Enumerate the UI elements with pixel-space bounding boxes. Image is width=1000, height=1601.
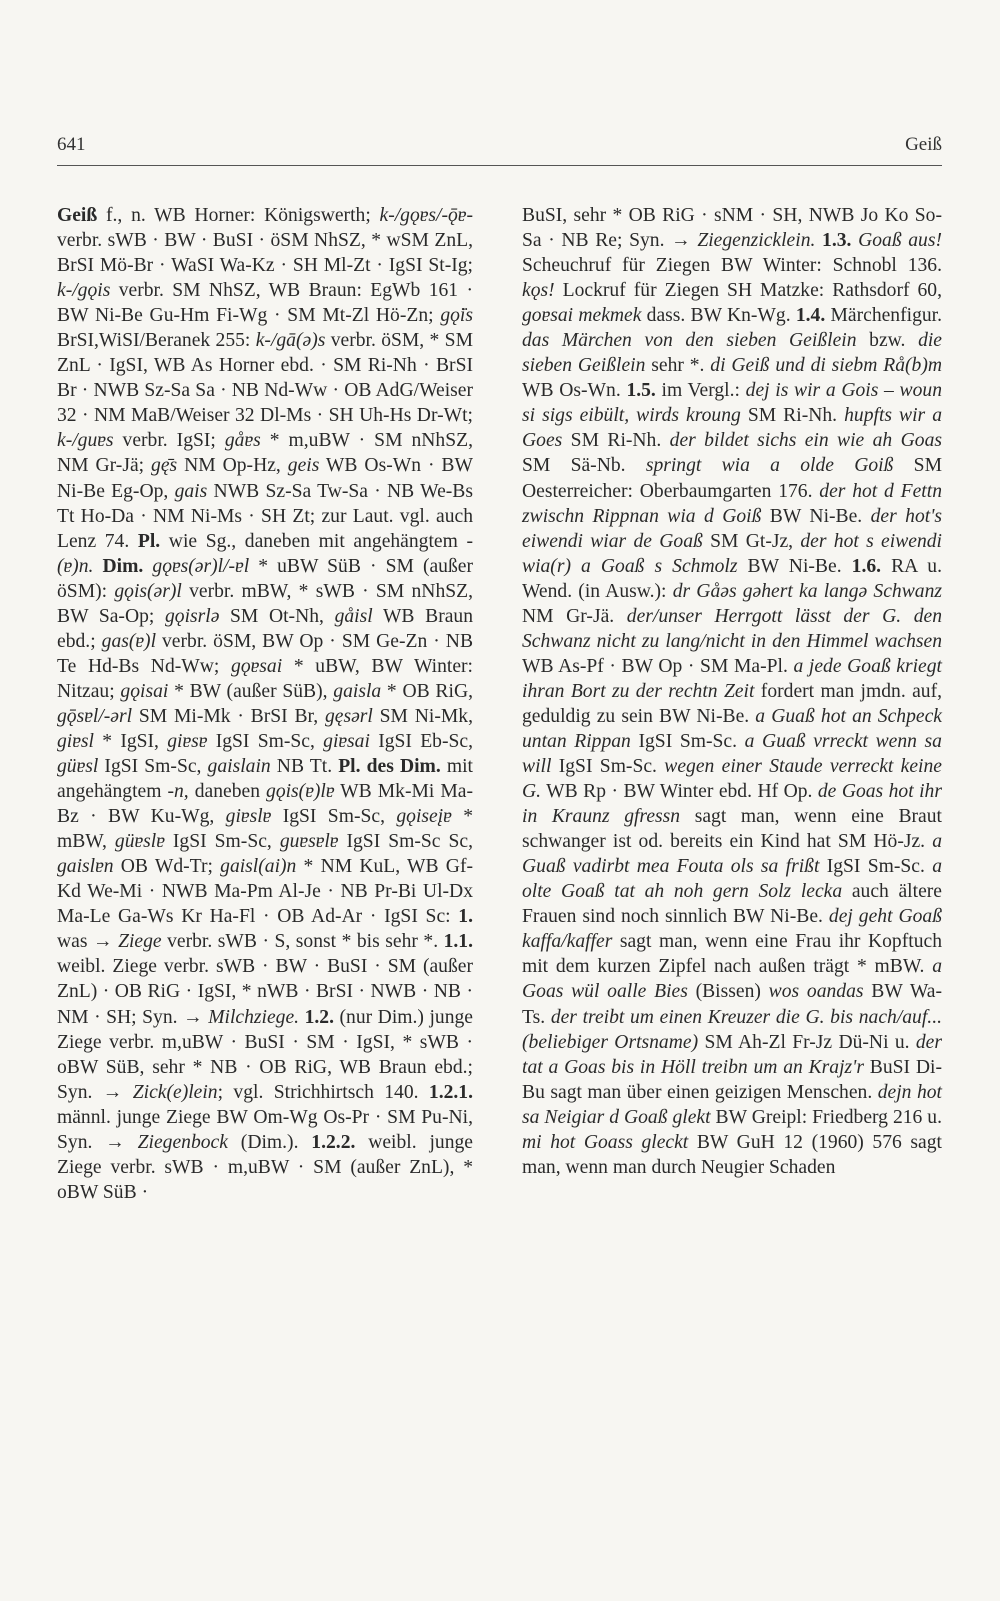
header-rule: [57, 165, 942, 166]
running-header: [57, 134, 942, 164]
page-number: 641: [57, 134, 86, 155]
left-column: [57, 203, 473, 1205]
running-head-keyword: Geiß: [905, 134, 942, 155]
entry-text-right: BuSI, sehr * OB RiG · sNM · SH, NWB Jo Ko So-Sa · NB Re; Syn. → Ziegenzicklein. 1.3. Goaß aus! Scheuchruf für Ziegen BW Winter: Schnobl 136. kǫs! Lockruf für Ziegen SH Matzke: Rathsdorf 60, goɐsai mekmek dass. BW Kn-Wg. 1.4. Märchenfigur. das Märchen von den sieben Geißlein bzw. die sieben Geißlein sehr *. di Geiß und di siebm Rå(b)m WB Os-Wn. 1.5. im Vergl.: dej is wir a Gois – woun si sigs eibült, wirds kroung SM Ri-Nh. hupfts wir a Goes SM Ri-Nh. der bildet sichs ein wie ah Goas SM Sä-Nb. springt wia a olde Goiß SM Oesterreicher: Oberbaumgarten 176. der hot d Fettn zwischn Rippnan wia d Goiß BW Ni-Be. der hot's eiwendi wiar de Goaß SM Gt-Jz, der hot s eiwendi wia(r) a Goaß s Schmolz BW Ni-Be. 1.6. RA u. Wend. (in Ausw.): dr Gåəs gəhert ka langə Schwanz NM Gr-Jä. der/unser Herrgott lässt der G. den Schwanz nicht zu lang/nicht in den Himmel wachsen WB As-Pf · BW Op · SM Ma-Pl. a jede Goaß kriegt ihran Bort zu der rechtn Zeit fordert man jmdn. auf, geduldig zu sein BW Ni-Be. a Guaß hot an Schpeck untan Rippan IgSI Sm-Sc. a Guaß vrreckt wenn sa will IgSI Sm-Sc. wegen einer Staude verreckt keine G. WB Rp · BW Winter ebd. Hf Op. de Goas hot ihr in Kraunz gfressn sagt man, wenn eine Braut schwanger ist od. bereits ein Kind hat SM Hö-Jz. a Guaß vadirbt mea Fouta ols sa frißt IgSI Sm-Sc. a olte Goaß tat ah noh gern Solz lecka auch ältere Frauen sind noch sinnlich BW Ni-Be. dej geht Goaß kaffa/kaffer sagt man, wenn eine Frau ihr Kopftuch mit dem kurzen Zipfel nach außen trägt * mBW. a Goas wül oalle Bies (Bissen) wos oandas BW Wa-Ts. der treibt um einen Kreuzer die G. bis nach/auf...(beliebiger Ortsname) SM Ah-Zl Fr-Jz Dü-Ni u. der tat a Goas bis in Höll treibn um an Krajz'r BuSI Di-Bu sagt man über einen geizigen Menschen. dejn hot sa Neigiar d Goaß glekt BW Greipl: Friedberg 216 u. mi hot Goass gleckt BW GuH 12 (1960) 576 sagt man, wenn man durch Neugier Schaden: [522, 205, 943, 1178]
right-column: [522, 203, 942, 1180]
entry-text-left: Geiß f., n. WB Horner: Königswerth; k-/gǫɐs/-ǭɐ- verbr. sWB · BW · BuSI · öSM NhSZ, * wSM ZnL, BrSI Mö-Br · WaSI Wa-Kz · SH Ml-Zt · IgSI St-Ig; k-/gǫis verbr. SM NhSZ, WB Braun: EgWb 161 · BW Ni-Be Gu-Hm Fi-Wg · SM Mt-Zl Hö-Zn; gǫ̈is BrSI,WiSI/Beranek 255: k-/gā(ə)s verbr. öSM, * SM ZnL · IgSI, WB As Horner ebd. · SM Ri-Nh · BrSI Br · NWB Sz-Sa Sa · NB Nd-Ww · OB AdG/Weiser 32 · NM MaB/Weiser 32 Dl-Ms · SH Uh-Hs Dr-Wt; k-/guɐs verbr. IgSI; gåɐs * m,uBW · SM nNhSZ, NM Gr-Jä; gę̄s NM Op-Hz, geis WB Os-Wn · BW Ni-Be Eg-Op, gais NWB Sz-Sa Tw-Sa · NB We-Bs Tt Ho-Da · NM Ni-Ms · SH Zt; zur Laut. vgl. auch Lenz 74. Pl. wie Sg., daneben mit angehängtem -(ɐ)n. Dim. gǫɐs(ər)l/-ɐl * uBW SüB · SM (außer öSM): gǫis(ər)l verbr. mBW, * sWB · SM nNhSZ, BW Sa-Op; gǫisrlə SM Ot-Nh, gåisl WB Braun ebd.; gas(ɐ)l verbr. öSM, BW Op · SM Ge-Zn · NB Te Hd-Bs Nd-Ww; gǫɐsai * uBW, BW Winter: Nitzau; gǫisai * BW (außer SüB), gaisla * OB RiG, gǭsɐl/-ərl SM Mi-Mk · BrSI Br, gęsərl SM Ni-Mk, giɐsl * IgSI, giɐsɐ IgSI Sm-Sc, giɐsai IgSI Eb-Sc, güɐsl IgSI Sm-Sc, gaislain NB Tt. Pl. des Dim. mit angehängtem -n, daneben gǫis(ɐ)lɐ WB Mk-Mi Ma-Bz · BW Ku-Wg, giɐslɐ IgSI Sm-Sc, gǫiseįɐ * mBW, güɐslɐ IgSI Sm-Sc, guɐsɐlɐ IgSI Sm-Sc Sc, gaislɐn OB Wd-Tr; gaisl(ai)n * NM KuL, WB Gf-Kd We-Mi · NWB Ma-Pm Al-Je · NB Pr-Bi Ul-Dx Ma-Le Ga-Ws Kr Ha-Fl · OB Ad-Ar · IgSI Sc: 1. was → Ziege verbr. sWB · S, sonst * bis sehr *. 1.1. weibl. Ziege verbr. sWB · BW · BuSI · SM (außer ZnL) · OB RiG · IgSI, * nWB · BrSI · NWB · NB · NM · SH; Syn. → Milchziege. 1.2. (nur Dim.) junge Ziege verbr. m,uBW · BuSI · SM · IgSI, * sWB · oBW SüB, sehr * NB · OB RiG, WB Braun ebd.; Syn. → Zick(e)lein; vgl. Strichhirtsch 140. 1.2.1. männl. junge Ziege BW Om-Wg Os-Pr · SM Pu-Ni, Syn. → Ziegenbock (Dim.). 1.2.2. weibl. junge Ziege verbr. sWB · m,uBW · SM (außer ZnL), * oBW SüB ·: [57, 205, 474, 1203]
